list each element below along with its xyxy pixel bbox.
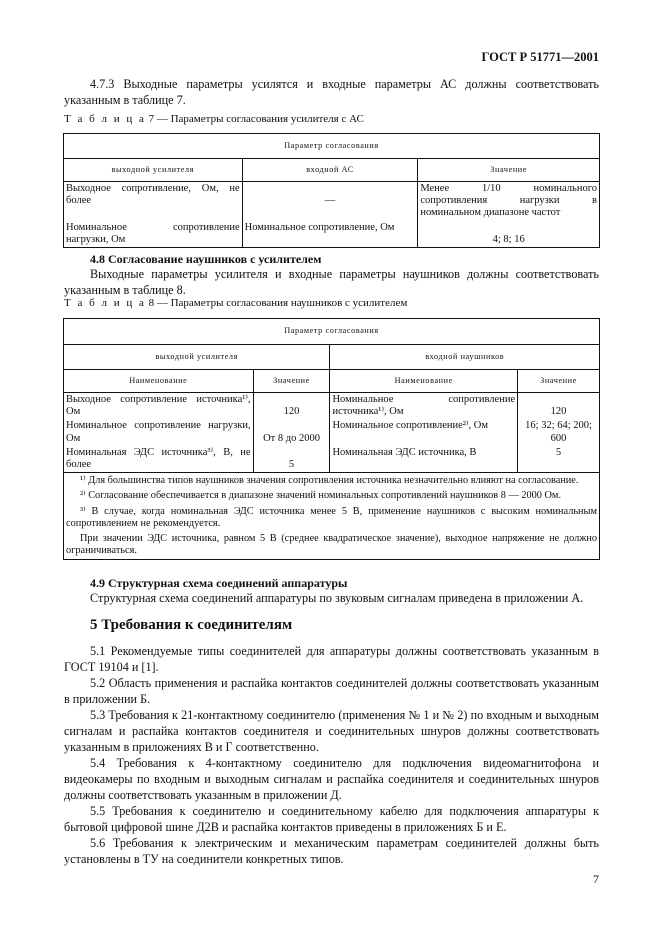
- section-4-8-text: Выходные параметры усилителя и входные параметры наушников должны соответствовать указанным в таблице 8.: [64, 267, 599, 298]
- table8-footnote-4: При значении ЭДС источника, равном 5 В (среднее квадратическое значение), выходное напряжение не должно ограничиваться.: [66, 533, 597, 557]
- table8-r1c1: Выходное сопротивление источника¹⁾, Ом: [64, 393, 254, 420]
- table8-head-name-2: Наименование: [330, 370, 518, 393]
- table8-head-value-2: Значение: [518, 370, 600, 393]
- table8-head-name-1: Наименование: [64, 370, 254, 393]
- table8-r2c1: Номинальное сопротивление нагрузки, Ом: [64, 419, 254, 445]
- table7-r2c3: 4; 8; 16: [418, 221, 600, 248]
- paragraph-5-5: 5.5 Требования к соединителю и соединительному кабелю для подключения аппаратуры к бытовой цифровой шине Д2В и распайка контактов приведены в приложениях Б и Е.: [64, 804, 599, 835]
- section-4-9-text: Структурная схема соединений аппаратуры по звуковым сигналам приведена в приложении А.: [90, 591, 584, 605]
- table7-r2c1: Номинальное сопротивление нагрузки, Ом: [64, 221, 243, 248]
- paragraph-5-1: 5.1 Рекомендуемые типы соединителей для аппаратуры должны соответствовать указанным в ГОСТ 19104 и [1].: [64, 644, 599, 675]
- table7-r1c3: Менее 1/10 номинального сопротивления нагрузки в номинальном диапазоне частот: [418, 182, 600, 221]
- paragraph-5-2: 5.2 Область применения и распайка контактов соединителей должны соответствовать указанным в приложении Б.: [64, 676, 599, 707]
- table8-group-output: выходной усилителя: [64, 345, 330, 370]
- section-5-title: 5 Требования к соединителям: [90, 617, 293, 633]
- table8-caption: [64, 297, 407, 309]
- table8-group-header: Параметр согласования: [64, 319, 600, 345]
- table7-caption-text: 7 — Параметры согласования усилителя с АС: [148, 113, 364, 125]
- section-4-8-title: 4.8 Согласование наушников с усилителем: [90, 252, 322, 266]
- table7-caption-prefix: Т а б л и ц а: [64, 113, 146, 125]
- table8-r2c4: 16; 32; 64; 200; 600: [518, 419, 600, 445]
- paragraph-5-4: 5.4 Требования к 4-контактному соединителю для подключения видеомагнитофона и видеокамеры по входным и выходным сигналам и распайка соединителя и соединительных шнуров должны соответствовать указанным в приложении Д.: [64, 756, 599, 803]
- table7-caption: [64, 113, 364, 125]
- table8-r2c3: Номинальное сопротивление²⁾, Ом: [330, 419, 518, 445]
- table8-r3c3: Номинальная ЭДС источника, В: [330, 446, 518, 473]
- table7-group-header: Параметр согласования: [64, 134, 600, 159]
- table7-col-output: выходной усилителя: [64, 159, 243, 182]
- paragraph-4-7-3: 4.7.3 Выходные параметры усилятся и входные параметры АС должны соответствовать указанным в таблице 7.: [64, 77, 599, 108]
- table7-col-value: Значение: [418, 159, 600, 182]
- paragraph-5-6: 5.6 Требования к электрическим и механическим параметрам соединителей должны быть установлены в ТУ на соединители конкретных типов.: [64, 836, 599, 867]
- table7-r1c1: Выходное сопротивление, Ом, не более: [64, 182, 243, 221]
- table-7: [63, 133, 600, 248]
- table8-r3c1: Номинальная ЭДС источника³⁾, В, не более: [64, 446, 254, 473]
- table8-footnote-2: ²⁾ Согласование обеспечивается в диапазоне значений номинальных сопротивлений наушников 8 — 2000 Ом.: [80, 490, 562, 502]
- table8-footnotes: [64, 473, 600, 560]
- table8-r1c4: 120: [518, 393, 600, 420]
- table8-r3c2: 5: [253, 446, 330, 473]
- document-code: ГОСТ Р 51771—2001: [481, 50, 599, 64]
- table8-head-value-1: Значение: [253, 370, 330, 393]
- table8-r1c3: Номинальное сопротивление источника¹⁾, Ом: [330, 393, 518, 420]
- table7-r2c2: Номинальное сопротивление, Ом: [242, 221, 418, 248]
- table7-col-input: входной АС: [242, 159, 418, 182]
- table8-footnote-3: ³⁾ В случае, когда номинальная ЭДС источника менее 5 В, применение наушников с высоким номинальным сопротивлением не рекомендуется.: [66, 505, 597, 529]
- table8-r1c2: 120: [253, 393, 330, 420]
- page-number: 7: [593, 872, 599, 886]
- table7-r1c2: —: [242, 182, 418, 221]
- table8-r3c4: 5: [518, 446, 600, 473]
- table-8: [63, 318, 600, 560]
- section-4-9-title: 4.9 Структурная схема соединений аппаратуры: [90, 576, 348, 590]
- table8-caption-text: 8 — Параметры согласования наушников с усилителем: [148, 297, 408, 309]
- table8-footnote-1: ¹⁾ Для большинства типов наушников значения сопротивления источника незначительно влияют на согласование.: [80, 475, 579, 487]
- table8-group-input: входной наушников: [330, 345, 600, 370]
- table8-caption-prefix: Т а б л и ц а: [64, 297, 146, 309]
- table8-r2c2: От 8 до 2000: [253, 419, 330, 445]
- paragraph-5-3: 5.3 Требования к 21-контактному соединителю (применения № 1 и № 2) по входным и выходным сигналам и распайка контактов соединителя и соединительных шнуров должны соответствовать указанным в приложениях В и Г соответственно.: [64, 708, 599, 755]
